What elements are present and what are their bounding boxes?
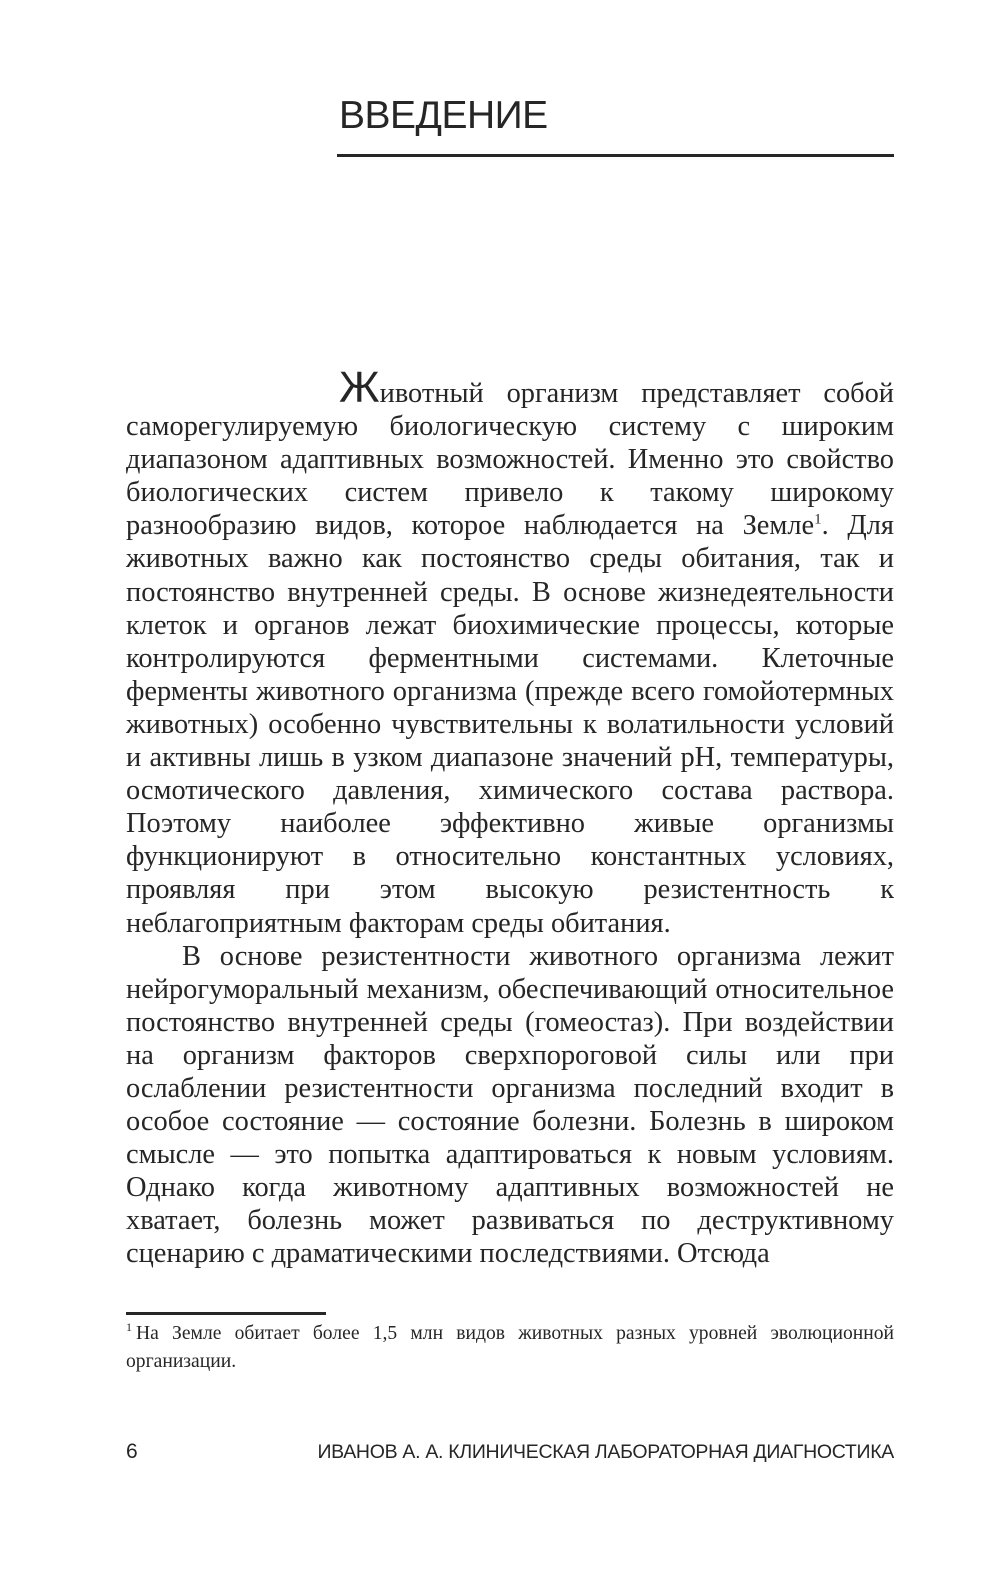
footnote-divider — [126, 1312, 326, 1315]
title-underline — [337, 154, 894, 157]
footnote-text: На Земле обитает более 1,5 млн видов животных разных уровней эволюционной организации. — [126, 1323, 894, 1372]
footnote-reference[interactable]: 1 — [814, 511, 822, 528]
paragraph-1-text-b: . Для животных важно как постоянство среды обитания, так и постоянство внутренней среды. В основе жизнедеятельности клеток и органов лежат биохимические процессы, которые контролируются ферментными системами. Клеточные ферменты животного организма (прежде всего гомойотермных животных) особенно чувствительны к волатильности условий и активны лишь в узком диапазоне значений pH, температуры, осмотического давления, химического состава раствора. Поэтому наиболее эффективно живые организмы функционируют в относительно константных условиях, проявляя при этом высокую резистентность к неблагоприятным факторам среды обитания. — [126, 510, 894, 939]
page-number: 6 — [126, 1440, 138, 1463]
body-text — [126, 363, 894, 1271]
paragraph-2: В основе резистентности животного организма лежит нейрогуморальный механизм, обеспечивающий относительное постоянство внутренней среды (гомеостаз). При воздействии на организм факторов сверхпороговой силы или при ослаблении резистентности организма последний входит в особое состояние — состояние болезни. Болезнь в широком смысле — это попытка адаптироваться к новым условиям. Однако когда животному адаптивных возможностей не хватает, болезнь может развиваться по деструктивному сценарию с драматическими последствиями. Отсюда — [126, 940, 894, 1270]
running-footer: ИВАНОВ А. А. КЛИНИЧЕСКАЯ ЛАБОРАТОРНАЯ ДИАГНОСТИКА — [317, 1441, 894, 1463]
chapter-title: ВВЕДЕНИЕ — [339, 94, 548, 137]
paragraph-1 — [126, 363, 894, 940]
footnote — [126, 1320, 894, 1376]
footnote-mark: 1 — [126, 1320, 132, 1335]
paragraph-1-text-a: Животный организм представляет собой саморегулируемую биологическую систему с широким диапазоном адаптивных возможностей. Именно это свойство биологических систем привело к такому широкому разнообразию видов, которое наблюдается на Земле — [126, 363, 894, 542]
